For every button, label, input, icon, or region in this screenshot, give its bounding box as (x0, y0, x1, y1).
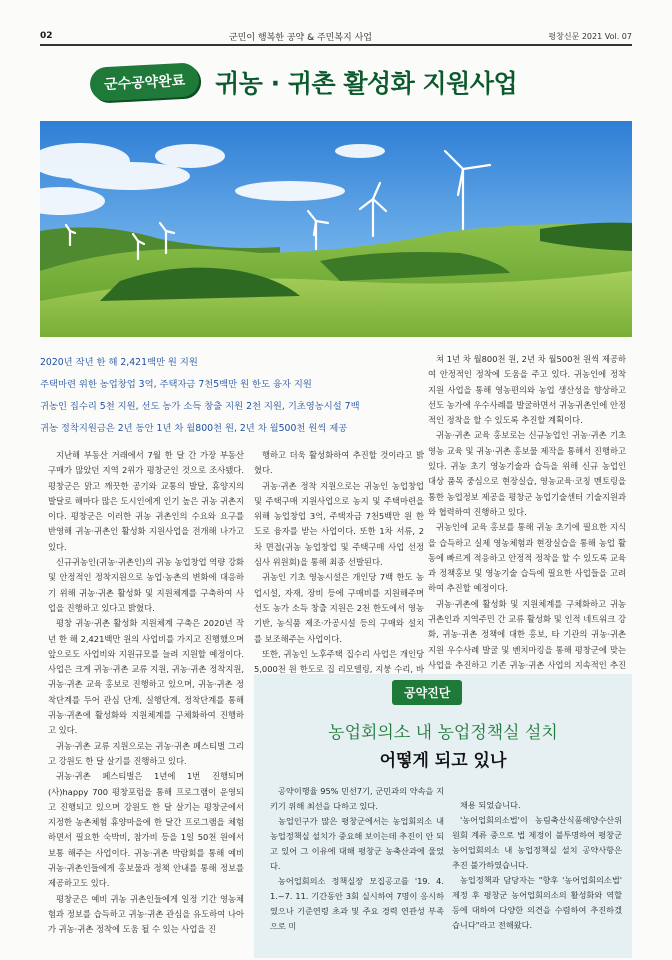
page-number: 02 (40, 31, 53, 41)
summary-line: 귀농인 집수리 5천 지원, 선도 농가 소득 창출 지원 2천 지원, 기초영농시설 7백 (40, 401, 360, 412)
paragraph: 평창 귀농·귀촌 활성화 지원체계 구축은 2020년 작년 한 해 2,421백만 원의 사업비를 가지고 진행했으며 앞으로도 사업비와 지원규모를 늘려 지원할 예정이다. 사업은 크게 귀농·귀촌 교류 지원, 귀농·귀촌 정착지원, 귀농·귀촌 교육 홍보로 진행하고 있으며, 귀농·귀촌 정착단계를 두어 관심 단계, 실행단계, 정착단계를 통해 귀농·귀촌에 활성화와 지원체계를 구체화하여 진행하고 있다. (48, 618, 244, 736)
paragraph: 지난해 부동산 거래에서 7월 한 달 간 가장 부동산 구매가 많았던 지역 2위가 평창군인 것으로 조사됐다. 평창군은 맑고 깨끗한 공기와 교통의 발달, 휴양지의 발달로 해마다 많은 도시인에게 인기 높은 귀농 귀촌지이다. 평창군은 이러한 귀농 귀촌인의 수요와 요구를 반영해 귀농·귀촌인 활성화 지원사업을 전개해 나가고 있다. (48, 450, 244, 552)
box-column-2 (452, 798, 622, 933)
paragraph: 채용 되었습니다. (460, 800, 521, 810)
article-column-1 (48, 448, 244, 938)
paragraph: 귀농·귀촌 교육 홍보로는 신규농업인 귀농·귀촌 기초 영농 교육 및 귀농·귀촌 홍보물 제작을 통해서 진행하고 있다. 귀농 초기 영농기술과 습득을 위해 신규 농업인 대상 품목 중심으로 현장실습, 영농교육·코칭 멘토링을 통한 농업정보 제공을 평창군 농업기술센터 기술지원과와 협력하여 진행하고 있다. (428, 430, 626, 517)
article-column-3 (428, 352, 626, 689)
article-title: 귀농 · 귀촌 활성화 지원사업 (215, 69, 518, 98)
paragraph: 행하고 더욱 활성화하여 추진할 것이라고 밝혔다. (254, 450, 424, 476)
article-title-bar (90, 60, 610, 104)
wind-farm-illustration (40, 121, 632, 337)
summary-line: 2020년 작년 한 해 2,421백만 원 지원 (40, 357, 198, 368)
summary-line: 귀농 정착지원금은 2년 동안 1년 차 월800천 원, 2년 차 월500천 원씩 제공 (40, 423, 348, 434)
paragraph: 귀농·귀촌 교류 지원으로는 귀농·귀촌 페스티벌 그리고 강원도 한 달 살기를 진행하고 있다. (48, 740, 244, 766)
paragraph: 공약이행율 95% 민선7기, 군민과의 약속을 지키기 위해 최선을 다하고 있다. (270, 786, 444, 811)
paragraph: 귀농인 기초 영농시설은 개인당 7백 한도 농업시설, 자재, 장비 등에 구매비를 지원해주며 선도 농가 소득 창출 지원은 2천 한도에서 영농기반, 농식품 제조·가공시설 등의 구매와 설치를 보조해주는 사업이다. (254, 572, 424, 644)
paragraph: 귀농·귀촌 정착 지원으로는 귀농인 농업창업 및 주택구매 지원사업으로 농지 및 주택마련을 위해 농업창업 3억, 주택자금 7천5백만 원 한도로 융자를 받는 사업이다. 또한 1차 서류, 2차 면접(귀농 농업창업 및 주택구매 사업 선정심사 위원회)을 통해 최종 선발된다. (254, 480, 424, 568)
wind-farm-photo (40, 121, 632, 337)
paragraph: '농어업회의소법'이 농림축산식품해양수산위원회 계류 중으로 법 제정이 불투명하여 평창군 농어업회의소 내 농업정책실 설치 공약사항은 추진 불가하였습니다. (452, 815, 622, 870)
pledge-diagnosis-badge: 공약진단 (392, 680, 462, 705)
summary-line: 주택마련 위한 농업창업 3억, 주택자금 7천5백만 원 한도 융자 지원 (40, 379, 312, 390)
paragraph: 신규귀농인(귀농·귀촌인)의 귀농 농업창업 역량 강화 및 안정적인 정착지원으로 농업·농촌의 변화에 대응하기 위해 귀농·귀촌 활성화 및 지원체계를 구축하여 사업을 진행하고 있다고 밝혔다. (48, 557, 244, 613)
paragraph: 농어업회의소 정책실장 모집공고를 '19. 4. 1.~7. 11. 기간동안 3회 실시하여 7명이 응시하였으나 기준연령 초과 및 주요 경력 연관성 부족으로 미 (270, 876, 444, 931)
box-column-1 (270, 784, 444, 934)
box-title: 농업회의소 내 농업정책실 설치 (328, 723, 558, 743)
paragraph: 또한, 귀농인 노후주택 집수리 사업은 개인당 5,000천 원 한도로 집 리모델링, 지붕 수리, 바 (254, 648, 424, 675)
section-title: 군민이 행복한 공약 & 주민복지 사업 (228, 32, 372, 43)
paragraph: 귀농·귀촌에 활성화 및 지원체계를 구체화하고 귀농 귀촌인과 지역주민 간 교류 활성화 및 인적 네트워크 강화, 귀농·귀촌 정책에 대한 홍보, 타 기관의 귀농·귀촌 지원 우수사례 발굴 및 벤치마킹을 통해 평창군에 맞는 사업을 추진하고 기존 귀농·귀촌 사업의 지속적인 추진 (428, 598, 626, 670)
publication-info: 평창신문 2021 Vol. 07 (548, 31, 632, 41)
paragraph: 귀농·귀촌 페스티벌은 1년에 1번 진행되며 (사)happy 700 평창포럼을 통해 프로그램이 운영되고 진행되고 있으며 강원도 한 달 살기는 평창군에서 지정한 농촌체험 휴양마을에 한 달간 프로그램을 체험하면서 필요한 숙박비, 참가비 등을 1일 50천 원에서 보통 해주는 사업이다. 귀농·귀촌 박람회를 통해 예비 귀농·귀촌인들에게 홍보물과 정책 안내를 통해 정보를 제공하고도 있다. (48, 771, 244, 889)
paragraph: 농업정책과 담당자는 "향후 '농어업회의소법' 제정 후 평창군 농어업회의소의 활성화와 역할 등에 대하여 다양한 의견을 수렴하여 추진하겠습니다"라고 전해왔다. (452, 875, 622, 930)
paragraph: 농업인구가 많은 평창군에서는 농업회의소 내 농업정책실 설치가 중요해 보이는데 추진이 안 되고 있어 그 이유에 대해 평창군 농축산과에 물었다. (270, 816, 444, 871)
summary-highlights (40, 352, 360, 440)
paragraph: 쳐 1년 차 월800천 원, 2년 차 월500천 원씩 제공하여 안정적인 정착에 도움을 주고 있다. 귀농인에 정착 지원 사업을 통해 영농편의와 농업 생산성을 향상하고 선도 농가에 우수사례를 발굴하면서 귀농귀촌인에 안정적인 정착을 할 수 있도록 추진할 계획이다. (428, 354, 626, 426)
box-subtitle: 어떻게 되고 있나 (379, 751, 507, 771)
paragraph: 평창군은 예비 귀농 귀촌인들에게 일정 기간 영농체험과 정보를 습득하고 귀농·귀촌 관심을 유도하여 나아가 귀농·귀촌 정착에 도움 될 수 있는 사업을 진 (48, 893, 244, 935)
page-header (40, 28, 632, 46)
paragraph: 귀농인에 교육 홍보를 통해 귀농 초기에 필요한 지식을 습득하고 실제 영농체험과 현장실습을 통해 농업 활동에 빠르게 적응하고 안정적 정착을 할 수 있도록 교육과 정책홍보 및 영농기술 습득에 필요한 사업들을 고려하여 추진할 예정이다. (428, 522, 626, 594)
pledge-diagnosis-box (254, 674, 632, 958)
pledge-complete-badge: 군수공약완료 (89, 62, 200, 102)
